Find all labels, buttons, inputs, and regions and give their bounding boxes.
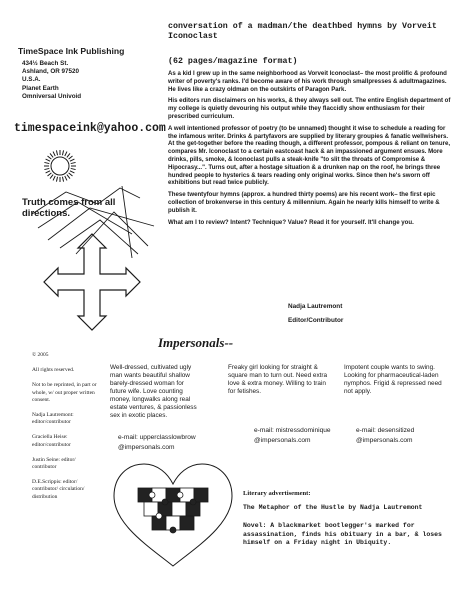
address-line: Planet Earth (22, 84, 59, 92)
ad-email[interactable]: e-mail: desensitized (356, 427, 415, 434)
publisher-name: TimeSpace Ink Publishing (18, 46, 125, 56)
personal-ad-text: Impotent couple wants to swing. Looking for pharmaceutical-laden nymphos. Frigid & repressed need not apply. (344, 364, 442, 395)
ad-email[interactable]: e-mail: upperclasslowbrow (118, 434, 196, 441)
personal-ad-text: Freaky girl looking for straight & square man to turn out. Need extra love & extra money. Willing to train for fetishes. (228, 364, 328, 395)
author-name: Nadja Lautremont (288, 303, 343, 310)
staff-entry: Justin Seine: editor/ contributor (32, 456, 76, 471)
rights-column (32, 352, 100, 509)
article-paragraph: What am I to review? Intent? Technique? Value? Read it for yourself. It'll change you. (168, 218, 414, 226)
address-line: Omniversal Univoid (22, 92, 82, 100)
article-paragraph: These twentyfour hymns (approx. a hundred thirty poems) are his recent work– the first epic collection of brokenverse in this century & millennium. Again he nearly kills himself to write & publish it. (168, 191, 440, 214)
graphic-caption: Truth comes from all directions. (22, 197, 116, 219)
article-paragraph: A well intentioned professor of poetry (to be unnamed) thought it wise to schedule a reading for the infamous writer. Drinks & partyfavors are supplied by literary groupies & fanatic wellwishers. At the get-together before the reading though, a different professor, pompous & reliant on tenure, compares Mr. Iconoclast to a certain eastcoast hack & an impassioned argument ensues. More drinks, pills, smoke, & Iconoclast pulls a steak-knife "to slit the throats of Compromise & Hipocrasy...". Turns out, after a hostage situation & a drunken nap on the roof, he brings three hundred people to hysterics & tears reading only original works. Since then he's sworn off exhibitions but read twice publicly. (168, 124, 451, 187)
article-paragraph: As a kid I grew up in the same neighborhood as Vorveit Iconoclast– the most prolific & profound writer of poverty's ranks. I'd become aware of his work through smallpresses & adultmagazines. He lives like a crazy oldman on the outskirts of Paragon Park. (168, 70, 447, 93)
staff-entry: Graciella Heise: editor/contributor (32, 434, 71, 448)
author-role: Editor/Contributor (288, 317, 344, 324)
puzzle-pieces-icon (138, 488, 208, 533)
literary-ad-description: Novel: A blackmarket bootlegger's marked for assassination, finds his obituary in a bar, & loses himself on a Friday night in Ubiquity. (243, 522, 442, 546)
copyright-text: © 2005 (32, 352, 49, 358)
reprint-notice: Not to be reprinted, in part or whole, w/ out proper written consent. (32, 382, 97, 403)
address-line: 434½ Beach St. (22, 60, 69, 67)
ad-domain[interactable]: @impersonals.com (254, 437, 311, 444)
sun-icon (44, 150, 76, 182)
literary-ad-heading: Literary advertisement: (243, 490, 311, 497)
rights-reserved-text: All rights reserved. (32, 367, 75, 374)
puzzle-heart-graphic (108, 458, 238, 573)
article-signature (288, 300, 438, 328)
personal-ad-contact (118, 433, 196, 453)
directions-graphic (20, 142, 160, 332)
article-format: (62 pages/magazine format) (168, 57, 298, 66)
article-paragraph: His editors run disclaimers on his works, & they always sell out. The entire English department of my college is quietly devouring his output while they flaccidly show enthusiasm for their prescribed curriculum. (168, 97, 451, 120)
personal-ad-text: Well-dressed, cultivated ugly man wants beautiful shallow barely-dressed woman for future wife. Love counting money, longwalks along real estate ventures, & passionless sex in exotic places. (110, 364, 197, 419)
article-title: conversation of a madman/the deathbed hymns by Vorveit Iconoclast (168, 22, 437, 41)
impersonals-heading: Impersonals-- (158, 335, 234, 350)
ad-email[interactable]: e-mail: mistressdominique (254, 427, 331, 434)
literary-ad-title: The Metaphor of the Hustle by Nadja Lautremont (243, 504, 423, 511)
address-line: Ashland, OR 97520 (22, 68, 80, 76)
publisher-address (22, 60, 142, 101)
ad-domain[interactable]: @impersonals.com (356, 437, 413, 444)
address-line: U.S.A. (22, 76, 41, 84)
staff-entry: Nadja Lautremont: editor/contributor (32, 412, 74, 426)
ad-domain[interactable]: @impersonals.com (118, 444, 175, 451)
personal-ad-contact (356, 426, 414, 446)
staff-entry: D.E.Scrippis: editor/ contributor/ circulation/ distribution (32, 479, 85, 500)
personal-ad-contact (254, 426, 331, 446)
cross-arrows-icon (44, 234, 140, 330)
article-body (168, 70, 453, 230)
publisher-email[interactable]: timespaceink@yahoo.com (14, 122, 166, 135)
